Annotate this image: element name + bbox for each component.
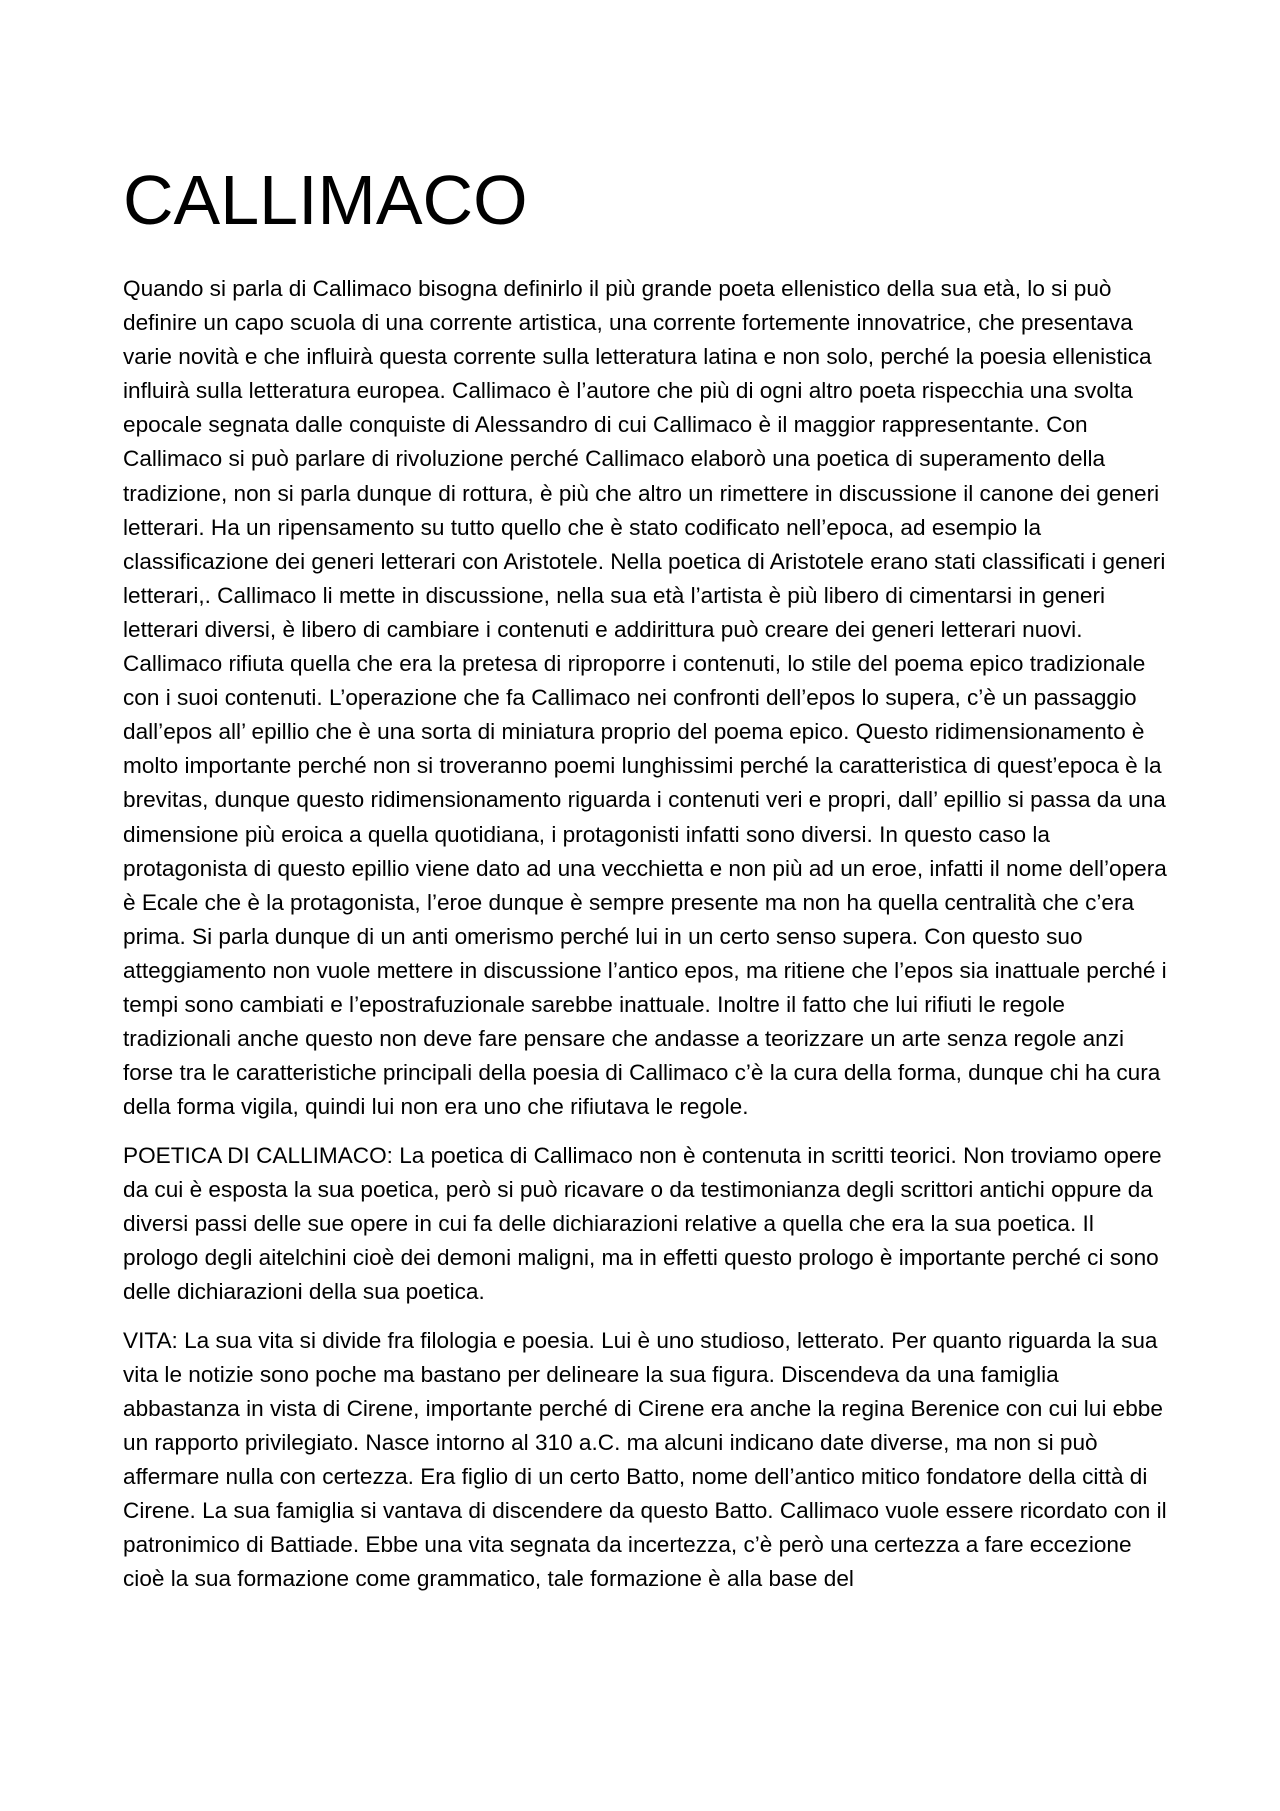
document-title: CALLIMACO xyxy=(123,161,528,239)
paragraph-intro: Quando si parla di Callimaco bisogna definirlo il più grande poeta ellenistico della sua età, lo si può definire un capo scuola di una corrente artistica, una corrente fortemente innovatrice, che presentava varie novità e che influirà questa corrente sulla letteratura latina e non solo, perché la poesia ellenistica influirà sulla letteratura europea. Callimaco è l’autore che più di ogni altro poeta rispecchia una svolta epocale segnata dalle conquiste di Alessandro di cui Callimaco è il maggior rappresentante. Con Callimaco si può parlare di rivoluzione perché Callimaco elaborò una poetica di superamento della tradizione, non si parla dunque di rottura, è più che altro un rimettere in discussione il canone dei generi letterari. Ha un ripensamento su tutto quello che è stato codificato nell’epoca, ad esempio la classificazione dei generi letterari con Aristotele. Nella poetica di Aristotele erano stati classificati i generi letterari,. Callimaco li mette in discussione, nella sua età l’artista è più libero di cimentarsi in generi letterari diversi, è libero di cambiare i contenuti e addirittura può creare dei generi letterari nuovi. Callimaco rifiuta quella che era la pretesa di riproporre i contenuti, lo stile del poema epico tradizionale con i suoi contenuti. L’operazione che fa Callimaco nei confronti dell’epos lo supera, c’è un passaggio dall’epos all’ epillio che è una sorta di miniatura proprio del poema epico. Questo ridimensionamento è molto importante perché non si troveranno poemi lunghissimi perché la caratteristica di quest’epoca è la brevitas, dunque questo ridimensionamento riguarda i contenuti veri e propri, dall’ epillio si passa da una dimensione più eroica a quella quotidiana, i protagonisti infatti sono diversi. In questo caso la protagonista di questo epillio viene dato ad una vecchietta e non più ad un eroe, infatti il nome dell’opera è Ecale che è la protagonista, l’eroe dunque è sempre presente ma non ha quella centralità che c’era prima. Si parla dunque di un anti omerismo perché lui in un certo senso supera. Con questo suo atteggiamento non vuole mettere in discussione l’antico epos, ma ritiene che l’epos sia inattuale perché i tempi sono cambiati e l’epostrafuzionale sarebbe inattuale. Inoltre il fatto che lui rifiuti le regole tradizionali anche questo non deve fare pensare che andasse a teorizzare un arte senza regole anzi forse tra le caratteristiche principali della poesia di Callimaco c’è la cura della forma, dunque chi ha cura della forma vigila, quindi lui non era uno che rifiutava le regole. xyxy=(123,276,1167,1120)
paragraph-vita: VITA: La sua vita si divide fra filologia e poesia. Lui è uno studioso, letterato. Per quanto riguarda la sua vita le notizie sono poche ma bastano per delineare la sua figura. Discendeva da una famiglia abbastanza in vista di Cirene, importante perché di Cirene era anche la regina Berenice con cui lui ebbe un rapporto privilegiato. Nasce intorno al 310 a.C. ma alcuni indicano date diverse, ma non si può affermare nulla con certezza. Era figlio di un certo Batto, nome dell’antico mitico fondatore della città di Cirene. La sua famiglia si vantava di discendere da questo Batto. Callimaco vuole essere ricordato con il patronimico di Battiade. Ebbe una vita segnata da incertezza, c’è però una certezza a fare eccezione cioè la sua formazione come grammatico, tale formazione è alla base del xyxy=(123,1327,1167,1592)
document-page xyxy=(123,0,1173,1811)
document-body xyxy=(123,272,1173,1611)
paragraph-poetica: POETICA DI CALLIMACO: La poetica di Callimaco non è contenuta in scritti teorici. Non troviamo opere da cui è esposta la sua poetica, però si può ricavare o da testimonianza degli scrittori antichi oppure da diversi passi delle sue opere in cui fa delle dichiarazioni relative a quella che era la sua poetica. Il prologo degli aitelchini cioè dei demoni maligni, ma in effetti questo prologo è importante perché ci sono delle dichiarazioni della sua poetica. xyxy=(123,1142,1162,1305)
